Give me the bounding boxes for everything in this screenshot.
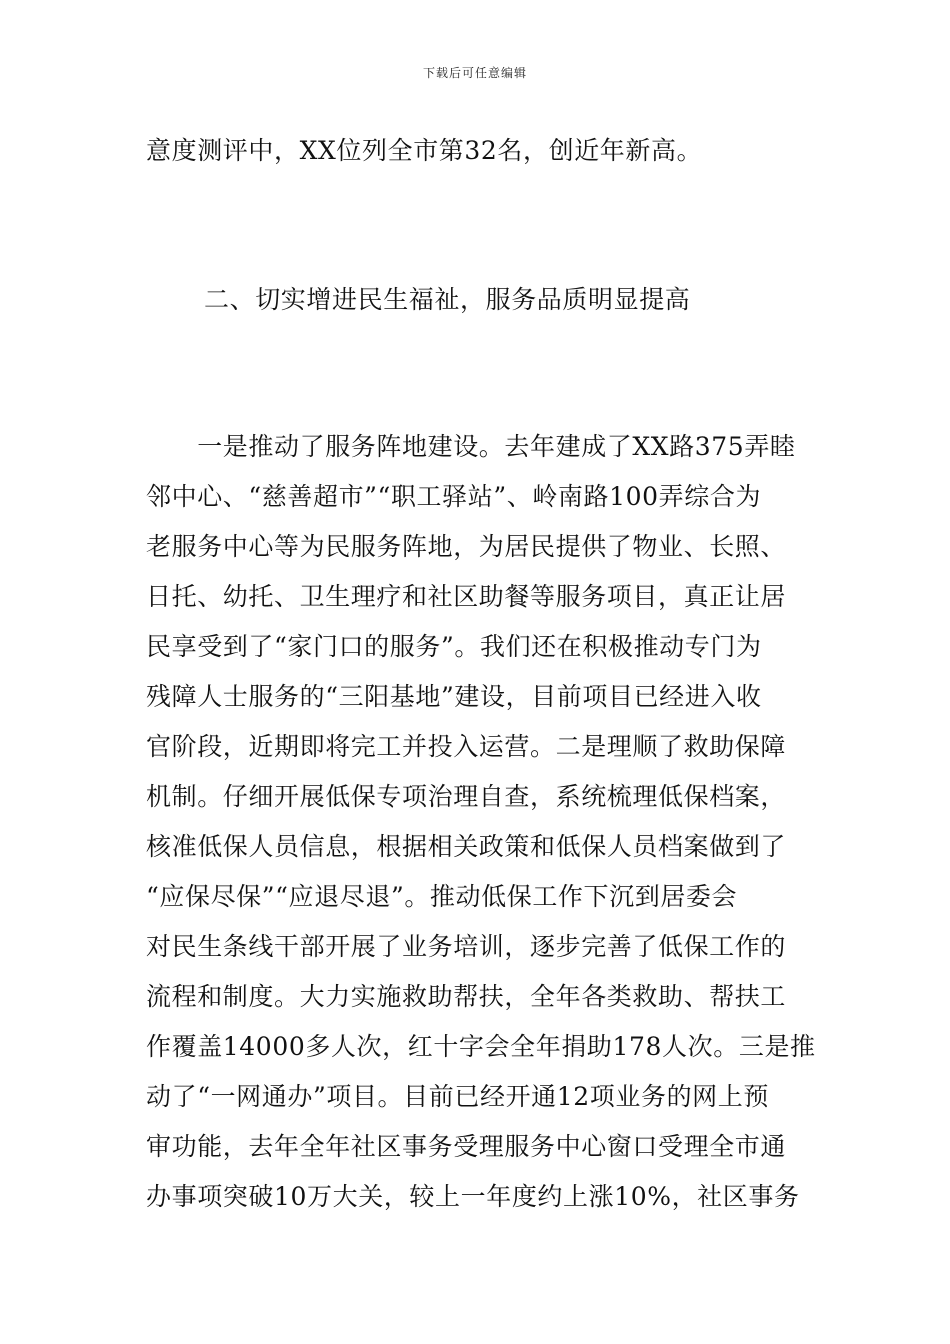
page-header: 下载后可任意编辑 (422, 66, 527, 80)
paragraph-line: 对民生条线干部开展了业务培训，逐步完善了低保工作的 (146, 932, 787, 961)
paragraph-line: 流程和制度。大力实施救助帮扶，全年各类救助、帮扶工 (146, 982, 787, 1011)
paragraph-line: 核准低保人员信息，根据相关政策和低保人员档案做到了 (146, 832, 787, 861)
paragraph-line: 官阶段，近期即将完工并投入运营。二是理顺了救助保障 (146, 732, 787, 761)
paragraph-line: 机制。仔细开展低保专项治理自查，系统梳理低保档案， (146, 782, 787, 811)
paragraph-line: 动了“一网通办”项目。目前已经开通12项业务的网上预 (146, 1082, 769, 1111)
paragraph-line: 审功能，去年全年社区事务受理服务中心窗口受理全市通 (146, 1132, 787, 1161)
paragraph-line: 民享受到了“家门口的服务”。我们还在积极推动专门为 (146, 632, 762, 661)
paragraph-line: 老服务中心等为民服务阵地，为居民提供了物业、长照、 (146, 532, 787, 561)
continued-line: 意度测评中，XX位列全市第32名，创近年新高。 (146, 136, 703, 165)
paragraph-line: 日托、幼托、卫生理疗和社区助餐等服务项目，真正让居 (146, 582, 787, 611)
paragraph-line: 残障人士服务的“三阳基地”建设，目前项目已经进入收 (146, 682, 762, 711)
paragraph-line: 办事项突破10万大关，较上一年度约上涨10%，社区事务 (146, 1182, 800, 1211)
paragraph-line: 一是推动了服务阵地建设。去年建成了XX路375弄睦 (146, 432, 796, 461)
paragraph-line: 作覆盖14000多人次，红十字会全年捐助178人次。三是推 (146, 1032, 816, 1061)
paragraph-line: 邻中心、“慈善超市”“职工驿站”、岭南路100弄综合为 (146, 482, 762, 511)
paragraph-line: “应保尽保”“应退尽退”。推动低保工作下沉到居委会 (146, 882, 738, 911)
section-heading: 二、切实增进民生福祉，服务品质明显提高 (204, 285, 691, 314)
